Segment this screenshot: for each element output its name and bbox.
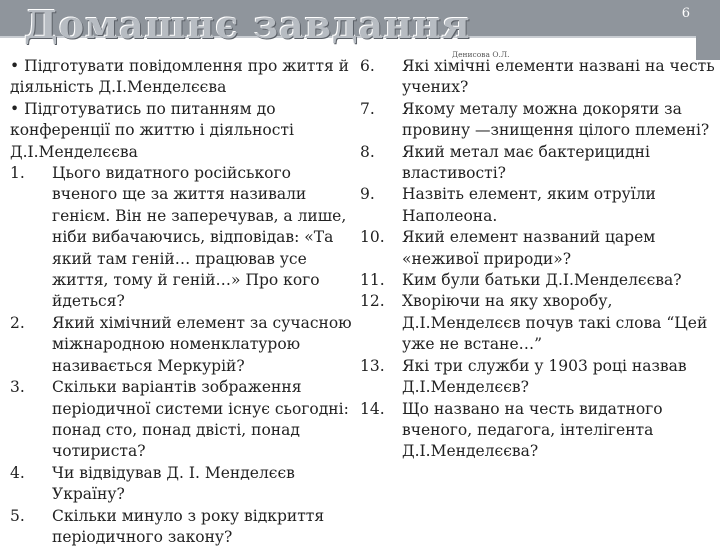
question-item <box>360 56 720 99</box>
question-text: Цього видатного російського вченого ще за життя називали генієм. Він не заперечував, а лише, ніби вибачаючись, відповідав: «Та який там геній… працював усе життя, тому й геній…» Про кого йдеться? <box>52 164 347 311</box>
question-item <box>360 356 720 399</box>
right-column <box>360 56 720 463</box>
author-label: Денисова О.Л. <box>452 50 510 59</box>
question-item <box>360 99 720 142</box>
bullet-item: • Підготувати повідомлення про життя й діяльність Д.І.Менделєєва <box>10 57 349 97</box>
question-number: 9. <box>360 185 375 204</box>
question-text: Ким були батьки Д.І.Менделєєва? <box>402 271 682 290</box>
question-text: Який метал має бактерицидні властивості? <box>402 142 650 183</box>
question-item <box>360 142 720 185</box>
question-item <box>360 291 720 355</box>
question-text: Назвіть елемент, яким отруїли Наполеона. <box>402 185 656 225</box>
question-text: Який елемент названий царем «неживої природи»? <box>402 228 656 268</box>
slide-title: Домашнє завдання <box>24 2 471 47</box>
question-number: 12. <box>360 292 385 311</box>
question-text: Скільки варіантів зображення періодичної системи існує сьогодні: понад сто, понад двісті, понад чотириста? <box>52 378 349 461</box>
question-number: 11. <box>360 271 385 290</box>
left-column <box>10 56 360 548</box>
question-item <box>360 227 720 270</box>
question-number: 13. <box>360 356 385 375</box>
question-number: 6. <box>360 57 375 75</box>
bullet-item: • Підготуватись по питанням до конференції по життю і діяльності Д.І.Менделєєва <box>10 99 294 161</box>
question-number: 4. <box>10 463 25 482</box>
question-number: 8. <box>360 142 375 161</box>
question-text: Чи відвідував Д. І. Менделєєв Україну? <box>52 463 295 504</box>
question-number: 10. <box>360 228 385 247</box>
question-number: 1. <box>10 164 25 183</box>
question-number: 5. <box>10 506 25 525</box>
question-text: Хворіючи на яку хворобу, Д.І.Менделєєв почув такі слова “Цей уже не встане…” <box>402 292 708 354</box>
question-number: 14. <box>360 399 385 418</box>
question-number: 7. <box>360 99 375 118</box>
question-text: Скільки минуло з року відкриття періодичного закону? <box>52 506 325 546</box>
header-corner-block <box>696 0 720 60</box>
question-text: Що названо на честь видатного вченого, педагога, інтелігента Д.І.Менделєєва? <box>402 399 663 461</box>
question-text: Які хімічні елементи названі на честь учених? <box>402 57 715 97</box>
question-item <box>360 270 720 291</box>
question-item <box>10 377 360 463</box>
question-number: 2. <box>10 313 25 332</box>
question-item <box>360 184 720 227</box>
page-number: 6 <box>681 6 690 21</box>
question-text: Якому металу можна докоряти за провину —знищення цілого племені? <box>402 99 710 140</box>
question-item <box>360 399 720 463</box>
question-item <box>10 163 360 313</box>
question-text: Який хімічний елемент за сучасною міжнародною номенклатурою називається Меркурій? <box>52 313 352 375</box>
question-item <box>10 463 360 506</box>
question-item <box>10 313 360 377</box>
question-number: 3. <box>10 378 25 397</box>
question-text: Які три служби у 1903 році назвав Д.І.Менделєєв? <box>402 356 687 397</box>
question-item <box>10 506 360 548</box>
